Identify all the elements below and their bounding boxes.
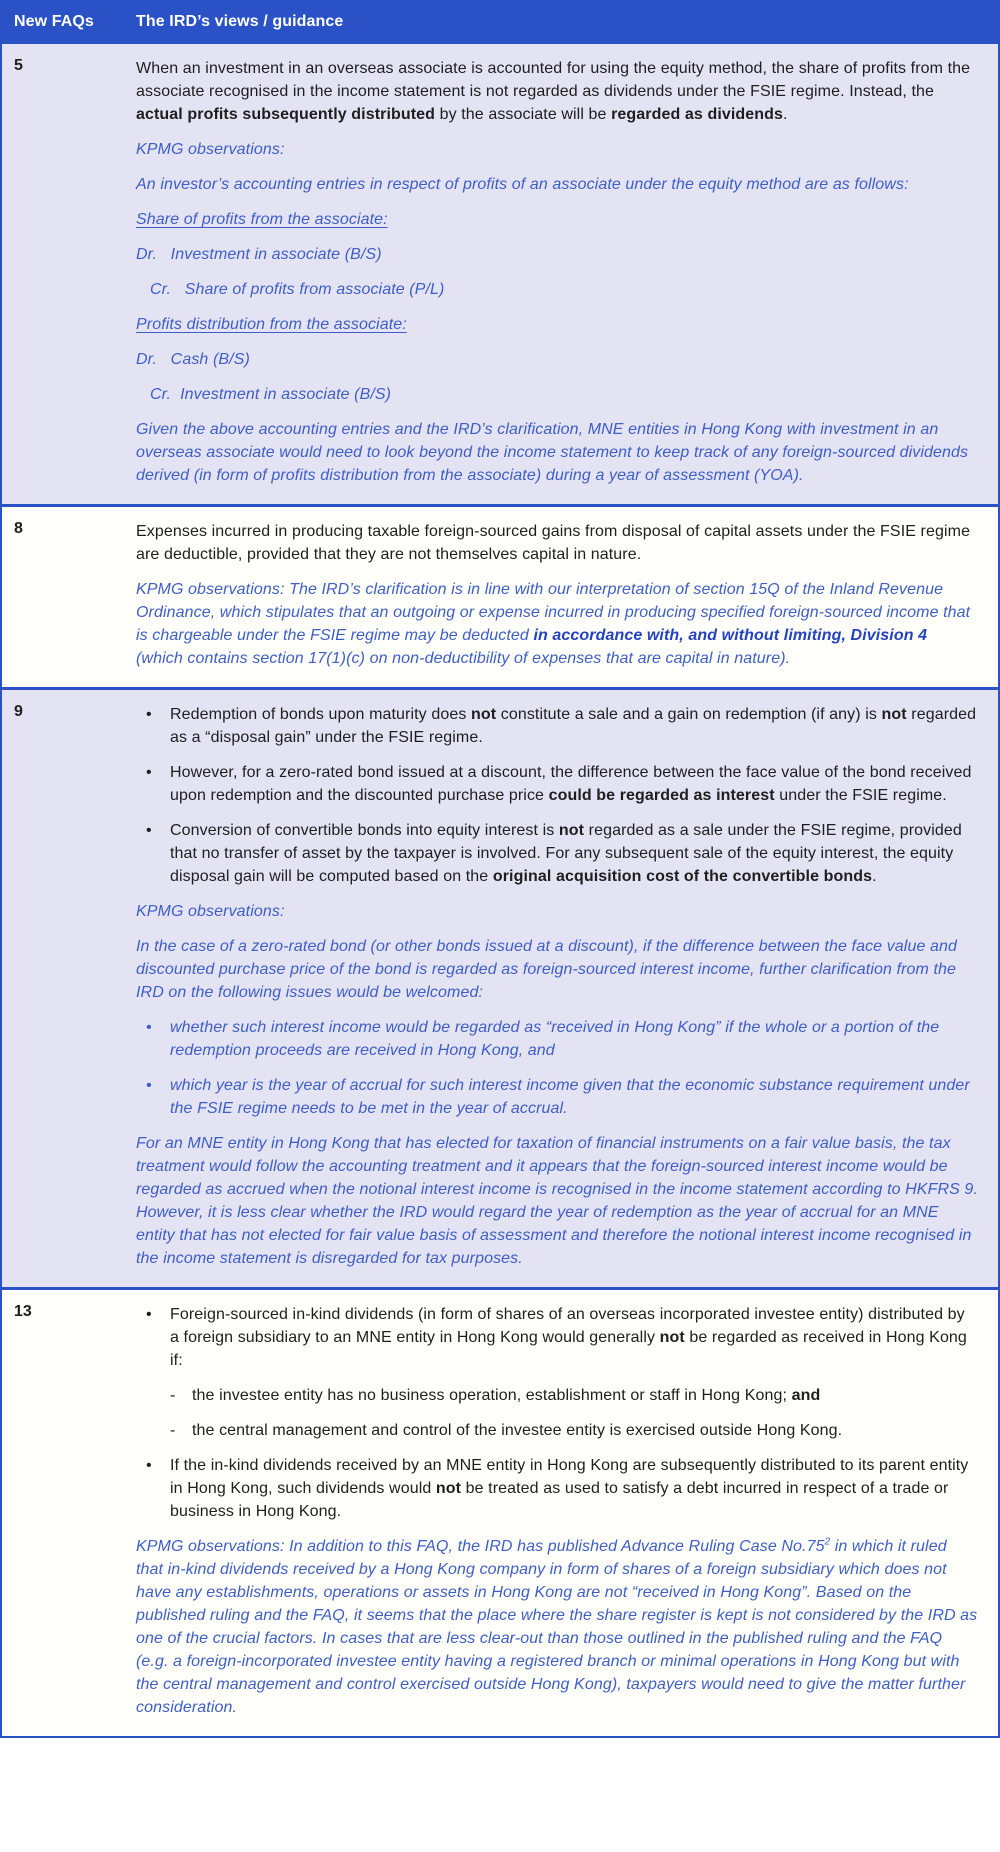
kpmg-observation-paragraph: KPMG observations: The IRD’s clarification is in line with our interpretation of section 15Q of the Inland Revenue Ordinance, which stipulates that an outgoing or expense incurred in producing specified foreign-sourced income that is chargeable under the FSIE regime may be deducted in accordance with, and without limiting, Division 4 (which contains section 17(1)(c) on non-deductibility of expenses that are capital in nature). bbox=[136, 581, 971, 667]
bullet-marker: • bbox=[146, 822, 152, 839]
emphasis-text: actual profits subsequently distributed bbox=[136, 106, 436, 123]
underlined-subheading: Profits distribution from the associate: bbox=[136, 316, 407, 333]
bullet-text: Redemption of bonds upon maturity does not constitute a sale and a gain on redemption (if any) is not regarded as a “disposal gain” under the FSIE regime. bbox=[170, 706, 977, 746]
bullet-text: If the in-kind dividends received by an MNE entity in Hong Kong are subsequently distributed to its parent entity in Hong Kong, such dividends would not be treated as used to satisfy a debt incurred in respect of a trade or business in Hong Kong. bbox=[170, 1457, 969, 1520]
bullet-marker: • bbox=[146, 1457, 152, 1474]
bullet-text: which year is the year of accrual for such interest income given that the economic substance requirement under the FSIE regime needs to be met in the year of accrual. bbox=[170, 1077, 970, 1117]
superscript-footnote-ref: 2 bbox=[824, 1536, 831, 1548]
faq-number: 8 bbox=[1, 506, 124, 689]
kpmg-observation-paragraph: An investor’s accounting entries in respect of profits of an associate under the equity method are as follows: bbox=[136, 176, 909, 193]
table-header bbox=[1, 1, 999, 43]
emphasis-text: could be regarded as interest bbox=[548, 787, 775, 804]
bullet-marker: - bbox=[170, 1422, 176, 1439]
faq-row bbox=[1, 1289, 999, 1738]
emphasis-text: not bbox=[881, 706, 907, 723]
kpmg-observation-paragraph: KPMG observations: In addition to this FAQ, the IRD has published Advance Ruling Case $No.75^2$ in which it ruled that in-kind dividends received by a Hong Kong company in form of shares of a foreign subsidiary which does not have any establishments, operations or assets in Hong Kong are not “received in Hong Kong”. Based on the published ruling and the FAQ, it seems that the place where the share register is kept is not considered by the IRD as one of the crucial factors. In cases that are less clear-out than those outlined in the published ruling and the FAQ (e.g. a foreign-incorporated investee entity having a registered branch or minimal operations in Hong Kong but with the central management and control exercised outside Hong Kong), taxpayers would need to give the matter further consideration. bbox=[136, 1536, 978, 1716]
faq-number: 9 bbox=[1, 689, 124, 1289]
emphasis-text: original acquisition cost of the convertible bonds bbox=[492, 868, 873, 885]
bullet-text: whether such interest income would be regarded as “received in Hong Kong” if the whole or a portion of the redemption proceeds are received in Hong Kong, and bbox=[170, 1019, 940, 1059]
kpmg-observation-paragraph: Given the above accounting entries and the IRD’s clarification, MNE entities in Hong Kong with investment in an overseas associate would need to look beyond the income statement to keep track of any foreign-sourced dividends derived (in form of profits distribution from the associate) during a year of assessment (YOA). bbox=[136, 421, 969, 484]
journal-entry-line: Dr. Investment in associate (B/S) bbox=[136, 246, 382, 263]
kpmg-observation-paragraph: In the case of a zero-rated bond (or other bonds issued at a discount), if the difference between the face value and discounted purchase price of the bond is regarded as foreign-sourced interest income, further clarification from the IRD on the following issues would be welcomed: bbox=[136, 938, 957, 1001]
guidance-paragraph: When an investment in an overseas associate is accounted for using the equity method, the share of profits from the associate recognised in the income statement is not regarded as dividends under the FSIE regime. Instead, the actual profits subsequently distributed by the associate will be regarded as dividends. bbox=[136, 60, 971, 123]
emphasis-text: not bbox=[470, 706, 497, 723]
journal-entry-line: Dr. Cash (B/S) bbox=[136, 351, 250, 368]
bullet-marker: - bbox=[170, 1387, 176, 1404]
emphasis-text: not bbox=[558, 822, 585, 839]
faq-row bbox=[1, 506, 999, 689]
bullet-item bbox=[136, 703, 978, 749]
faq-row bbox=[1, 43, 999, 506]
emphasis-text: regarded as dividends bbox=[611, 106, 784, 123]
faq-content-cell bbox=[124, 689, 999, 1289]
bullet-marker: • bbox=[146, 706, 152, 723]
emphasis-text: in accordance with, and without limiting, Division 4 bbox=[533, 627, 928, 644]
guidance-paragraph: Expenses incurred in producing taxable foreign-sourced gains from disposal of capital assets under the FSIE regime are deductible, provided that they are not themselves capital in nature. bbox=[136, 523, 971, 563]
emphasis-text: not bbox=[659, 1329, 685, 1346]
bullet-item bbox=[136, 761, 978, 807]
emphasis-text: not bbox=[435, 1480, 462, 1497]
bullet-item bbox=[136, 1419, 978, 1442]
faq-content-cell bbox=[124, 506, 999, 689]
bullet-text: However, for a zero-rated bond issued at a discount, the difference between the face value of the bond received upon redemption and the discounted purchase price could be regarded as interest under the FSIE regime. bbox=[170, 764, 972, 804]
faq-content-cell bbox=[124, 43, 999, 506]
bullet-item bbox=[136, 1454, 978, 1523]
underlined-subheading: Share of profits from the associate: bbox=[136, 211, 388, 228]
bullet-item bbox=[136, 1303, 978, 1372]
faq-number: 13 bbox=[1, 1289, 124, 1738]
emphasis-text: and bbox=[791, 1387, 821, 1404]
bullet-marker: • bbox=[146, 1306, 152, 1323]
faq-row bbox=[1, 689, 999, 1289]
kpmg-observation-paragraph: For an MNE entity in Hong Kong that has elected for taxation of financial instruments on a fair value basis, the tax treatment would follow the accounting treatment and it appears that the foreign-sourced interest income would be regarded as accrued when the notional interest income is recognised in the income statement according to HKFRS 9. However, it is less clear whether the IRD would regard the year of redemption as the year of accrual for an MNE entity that has not elected for fair value basis of assessment and therefore the notional interest income recognised in the income statement is disregarded for tax purposes. bbox=[136, 1135, 978, 1267]
faq-content-cell bbox=[124, 1289, 999, 1738]
bullet-text: Foreign-sourced in-kind dividends (in form of shares of an overseas incorporated investee entity) distributed by a foreign subsidiary to an MNE entity in Hong Kong would generally not be regarded as received in Hong Kong if: bbox=[170, 1306, 967, 1369]
bullet-item bbox=[136, 1016, 978, 1062]
kpmg-observation-paragraph: KPMG observations: bbox=[136, 903, 285, 920]
bullet-text: Conversion of convertible bonds into equity interest is not regarded as a sale under the FSIE regime, provided that no transfer of asset by the taxpayer is involved. For any subsequent sale of the equity interest, the equity disposal gain will be computed based on the original acquisition cost of the convertible bonds. bbox=[170, 822, 962, 885]
table-body bbox=[1, 43, 999, 1738]
bullet-item bbox=[136, 1384, 978, 1407]
header-cell-ird-views: The IRD’s views / guidance bbox=[124, 1, 999, 43]
bullet-marker: • bbox=[146, 1077, 152, 1094]
bullet-text: the investee entity has no business operation, establishment or staff in Hong Kong; and bbox=[192, 1387, 821, 1404]
bullet-item bbox=[136, 819, 978, 888]
bullet-marker: • bbox=[146, 764, 152, 781]
journal-entry-line: Cr. Investment in associate (B/S) bbox=[150, 386, 392, 403]
faq-number: 5 bbox=[1, 43, 124, 506]
journal-entry-line: Cr. Share of profits from associate (P/L) bbox=[150, 281, 445, 298]
header-cell-new-faqs: New FAQs bbox=[1, 1, 124, 43]
kpmg-observation-paragraph: KPMG observations: bbox=[136, 141, 285, 158]
bullet-marker: • bbox=[146, 1019, 152, 1036]
table-header-row bbox=[1, 1, 999, 43]
bullet-item bbox=[136, 1074, 978, 1120]
bullet-text: the central management and control of the investee entity is exercised outside Hong Kong. bbox=[192, 1422, 843, 1439]
